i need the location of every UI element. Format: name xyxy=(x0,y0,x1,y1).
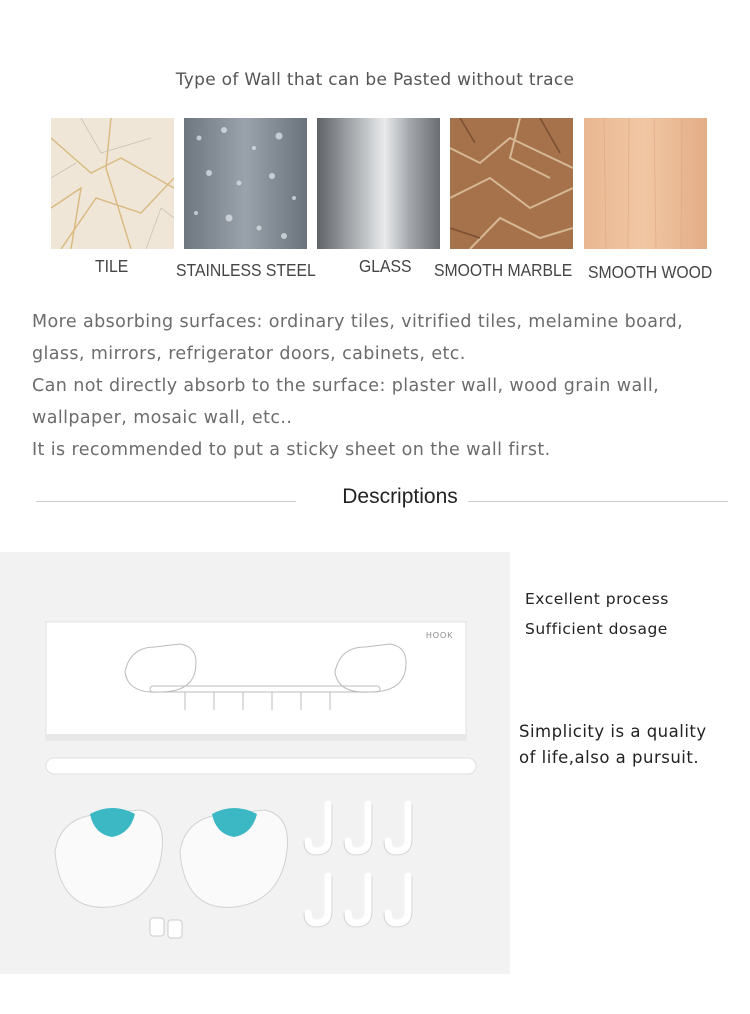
body-line: wallpaper, mosaic wall, etc.. xyxy=(32,408,293,428)
tagline-text: of life,also a pursuit. xyxy=(519,748,700,767)
divider-right xyxy=(468,501,728,502)
page-title: Type of Wall that can be Pasted without trace xyxy=(175,70,575,90)
body-line: glass, mirrors, refrigerator doors, cabinets, etc. xyxy=(32,344,466,364)
body-line: It is recommended to put a sticky sheet on the wall first. xyxy=(32,440,551,460)
tagline-text: Simplicity is a quality xyxy=(519,722,707,741)
feature-text: Sufficient dosage xyxy=(525,620,668,638)
glass-swatch xyxy=(317,118,440,249)
stainless-steel-swatch xyxy=(184,118,307,249)
box-label: HOOK xyxy=(426,631,454,640)
smooth-marble-label: SMOOTH MARBLE xyxy=(434,260,573,280)
feature-text: Excellent process xyxy=(525,590,669,608)
tile-label: TILE xyxy=(95,256,129,276)
section-title: Descriptions xyxy=(342,485,458,508)
body-line: More absorbing surfaces: ordinary tiles, vitrified tiles, melamine board, xyxy=(32,312,684,332)
body-line: Can not directly absorb to the surface: plaster wall, wood grain wall, xyxy=(32,376,660,396)
stainless-steel-label: STAINLESS STEEL xyxy=(176,260,316,280)
tile-swatch xyxy=(51,118,174,249)
smooth-marble-swatch xyxy=(450,118,573,249)
glass-label: GLASS xyxy=(359,256,412,276)
smooth-wood-swatch xyxy=(584,118,707,249)
smooth-wood-label: SMOOTH WOOD xyxy=(588,262,713,282)
divider-left xyxy=(36,501,296,502)
product-photo xyxy=(0,552,510,974)
